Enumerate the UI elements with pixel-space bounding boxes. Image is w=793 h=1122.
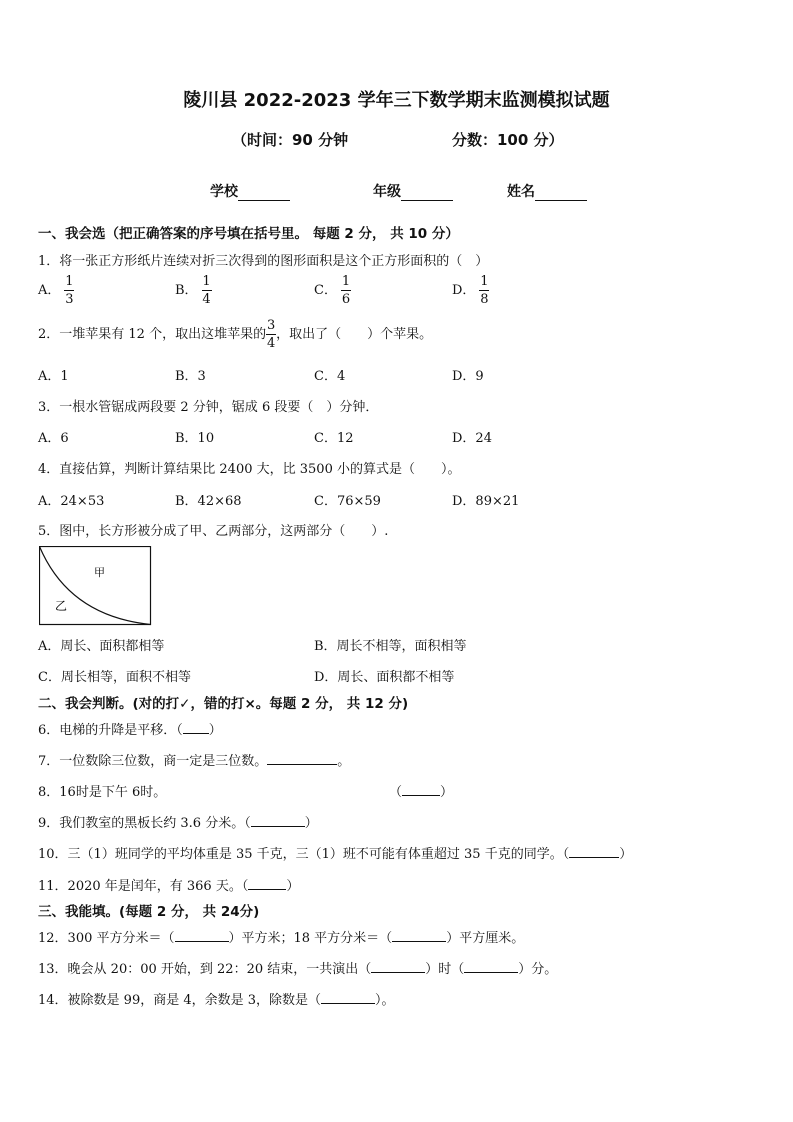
school-field[interactable]	[210, 181, 290, 201]
q14-text-a: 14．被除数是 99，商是 4，余数是 3，除数是（	[38, 993, 322, 1008]
denominator: 4	[266, 336, 276, 351]
q13-blank-1[interactable]	[371, 959, 425, 973]
q1-option-d[interactable]	[452, 274, 489, 307]
numerator: 1	[480, 274, 489, 289]
denominator: 3	[65, 292, 74, 307]
q7-text: 7．一位数除三位数，商一定是三位数。	[38, 754, 268, 769]
q12-blank-2[interactable]	[392, 928, 446, 942]
q8-answer-blank[interactable]	[402, 782, 440, 796]
question-11	[38, 875, 299, 894]
denominator: 8	[480, 292, 489, 307]
q7-answer-blank[interactable]	[267, 751, 337, 765]
q10-text: 10．三（1）班同学的平均体重是 35 千克，三（1）班不可能有体重超过 35 千克的同学。（	[38, 847, 570, 862]
fraction	[479, 274, 489, 307]
section-3-heading: 三、我能填。(每题 2 分， 共 24分)	[38, 904, 260, 920]
q11-answer-blank[interactable]	[248, 876, 286, 890]
q10-text-end: ）	[619, 847, 633, 862]
q1-option-b[interactable]	[175, 274, 212, 307]
q3-option-a[interactable]: A．6	[38, 431, 69, 446]
q4-option-c[interactable]: C．76×59	[314, 494, 381, 509]
numerator: 1	[65, 274, 74, 289]
question-2	[38, 318, 432, 351]
page-title: 陵川县 2022-2023 学年三下数学期末监测模拟试题	[183, 90, 610, 111]
option-label: A．	[38, 283, 61, 298]
q9-text: 9．我们教室的黑板长约 3.6 分米。（	[38, 816, 251, 831]
question-13	[38, 958, 557, 977]
q1-option-a[interactable]	[38, 274, 74, 307]
rectangle-figure	[39, 546, 152, 626]
question-6	[38, 719, 222, 738]
q3-option-b[interactable]: B．10	[175, 431, 215, 446]
question-8: 8．16时是下午 6时。	[38, 785, 167, 800]
question-9	[38, 812, 318, 831]
q4-option-d[interactable]: D．89×21	[452, 494, 520, 509]
q14-blank[interactable]	[321, 990, 375, 1004]
q2-option-c[interactable]: C．4	[314, 369, 346, 384]
school-label: 学校	[210, 184, 238, 200]
q9-answer-blank[interactable]	[251, 813, 305, 827]
q8-answer[interactable]	[389, 781, 453, 800]
q8-paren-left: （	[389, 785, 403, 800]
option-label: C．	[314, 283, 337, 298]
q13-blank-2[interactable]	[464, 959, 518, 973]
name-blank[interactable]	[535, 186, 587, 201]
q3-option-c[interactable]: C．12	[314, 431, 354, 446]
q5-option-d[interactable]: D．周长、面积都不相等	[314, 670, 455, 685]
numerator: 1	[341, 274, 351, 289]
q12-text-a: 12．300 平方分米＝（	[38, 931, 175, 946]
fraction	[266, 318, 276, 351]
q13-text-b: ）时（	[425, 962, 465, 977]
q6-answer-blank[interactable]	[183, 720, 209, 734]
numerator: 1	[202, 274, 211, 289]
q3-option-d[interactable]: D．24	[452, 431, 492, 446]
q4-option-b[interactable]: B．42×68	[175, 494, 242, 509]
section-2-heading: 二、我会判断。(对的打✓，错的打×。每题 2 分， 共 12 分)	[38, 696, 409, 712]
q2-text-pre: 2．一堆苹果有 12 个，取出这堆苹果的	[38, 327, 267, 342]
denominator: 6	[341, 292, 351, 307]
section-1-heading: 一、我会选（把正确答案的序号填在括号里。 每题 2 分， 共 10 分）	[38, 226, 459, 242]
q13-text-a: 13．晚会从 20：00 开始，到 22：20 结束，一共演出（	[38, 962, 372, 977]
q2-option-b[interactable]: B．3	[175, 369, 206, 384]
question-12	[38, 927, 524, 946]
q5-option-b[interactable]: B．周长不相等，面积相等	[314, 639, 467, 654]
q9-text-end: ）	[304, 816, 318, 831]
numerator: 3	[266, 318, 276, 333]
label-jia: 甲	[94, 566, 105, 579]
q6-text-end: ）	[208, 723, 222, 738]
grade-label: 年级	[373, 184, 401, 200]
q2-option-d[interactable]: D．9	[452, 369, 484, 384]
q1-option-c[interactable]	[314, 274, 351, 307]
name-field[interactable]	[507, 181, 587, 201]
question-10	[38, 843, 632, 862]
q5-option-c[interactable]: C．周长相等，面积不相等	[38, 670, 191, 685]
grade-blank[interactable]	[401, 186, 453, 201]
option-label: D．	[452, 283, 476, 298]
q4-option-a[interactable]: A．24×53	[38, 494, 105, 509]
fraction	[202, 274, 212, 307]
q8-paren-right: ）	[440, 785, 454, 800]
question-3: 3．一根水管锯成两段要 2 分钟，锯成 6 段要（ ）分钟．	[38, 400, 379, 415]
q7-text-end: 。	[337, 754, 351, 769]
q2-option-a[interactable]: A．1	[38, 369, 69, 384]
q12-blank-1[interactable]	[175, 928, 229, 942]
question-7	[38, 750, 350, 769]
q6-text: 6．电梯的升降是平移．（	[38, 723, 183, 738]
option-label: B．	[175, 283, 198, 298]
q12-text-b: ）平方米；18 平方分米＝（	[228, 931, 393, 946]
q11-text-end: ）	[286, 879, 300, 894]
q10-answer-blank[interactable]	[569, 844, 619, 858]
q11-text: 11．2020 年是闰年，有 366 天。（	[38, 879, 249, 894]
q14-text-b: ）。	[375, 993, 395, 1008]
name-label: 姓名	[507, 184, 535, 200]
q13-text-c: ）分。	[518, 962, 558, 977]
q5-option-a[interactable]: A．周长、面积都相等	[38, 639, 165, 654]
question-5: 5．图中，长方形被分成了甲、乙两部分，这两部分（ ）.	[38, 524, 389, 539]
q12-text-c: ）平方厘米。	[446, 931, 525, 946]
school-blank[interactable]	[238, 186, 290, 201]
fraction	[341, 274, 351, 307]
exam-score: 分数：100 分）	[452, 131, 564, 149]
fraction	[64, 274, 74, 307]
question-4: 4．直接估算，判断计算结果比 2400 大，比 3500 小的算式是（ ）。	[38, 462, 461, 477]
grade-field[interactable]	[373, 181, 453, 201]
denominator: 4	[202, 292, 211, 307]
question-1: 1．将一张正方形纸片连续对折三次得到的图形面积是这个正方形面积的（ ）	[38, 254, 489, 269]
label-yi: 乙	[55, 599, 68, 613]
q2-text-post: ，取出了（ ）个苹果。	[276, 327, 433, 342]
exam-time: （时间：90 分钟	[232, 131, 349, 149]
question-14	[38, 989, 395, 1008]
